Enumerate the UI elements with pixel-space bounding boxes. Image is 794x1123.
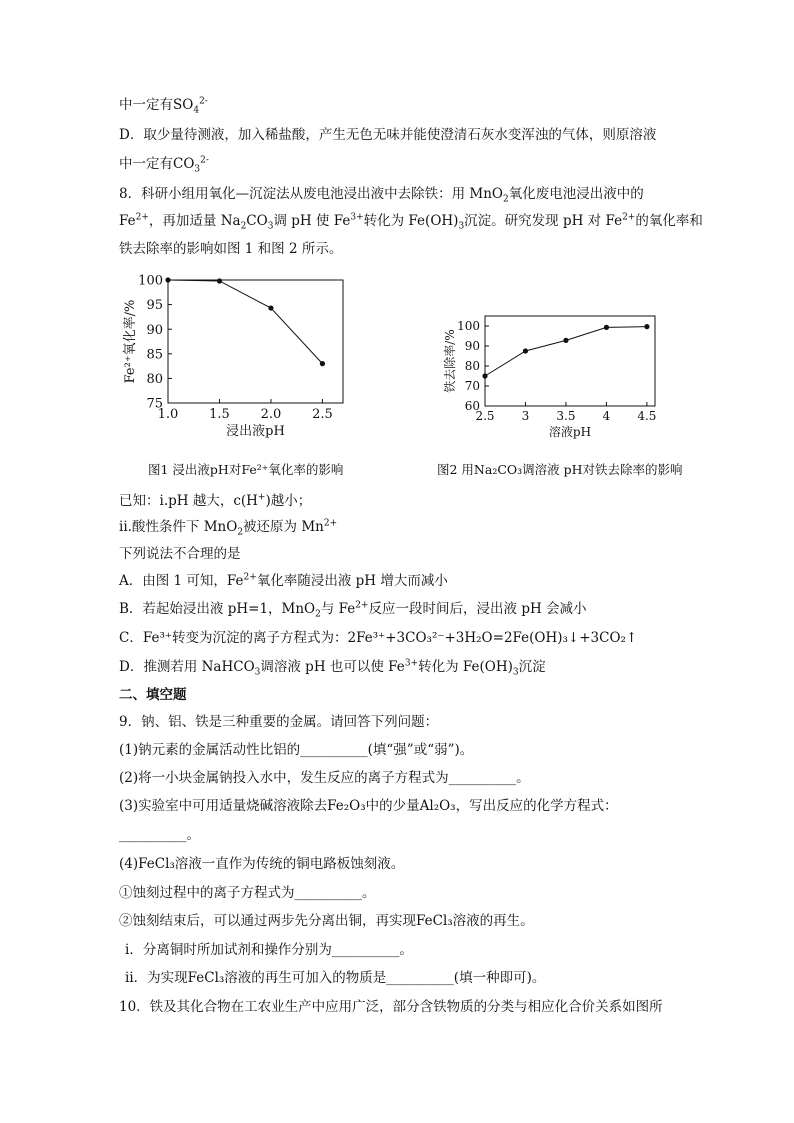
q9-part4: (4)FeCl₃溶液一直作为传统的铜电路板蚀刻液。 [119, 856, 405, 872]
y-tick-label: 70 [464, 379, 480, 394]
x-tick-label: 3.5 [556, 409, 576, 423]
q9-part3: (3)实验室中可用适量烧碱溶液除去Fe₂O₃中的少量Al₂O₃，写出反应的化学方程式： [119, 798, 618, 814]
q8-line3: 铁去除率的影响如图 1 和图 2 所示。 [119, 241, 343, 257]
q9-stem: 9．钠、铝、铁是三种重要的金属。请回答下列问题： [119, 714, 439, 730]
y-tick-label: 80 [146, 371, 163, 387]
data-point [644, 324, 649, 329]
x-tick-label: 2.5 [475, 409, 495, 423]
x-tick-label: 4.5 [637, 409, 657, 423]
x-tick-label: 2.0 [260, 407, 282, 422]
x-tick-label: 1.5 [209, 407, 230, 422]
data-point [217, 278, 222, 283]
data-point [482, 373, 487, 378]
figure-1-chart [110, 262, 360, 447]
q9-part4-1: ①蚀刻过程中的离子方程式为__________。 [119, 885, 376, 901]
data-point [523, 348, 528, 353]
prev-option-d-line1: D．取少量待测液，加入稀盐酸，产生无色无味并能使澄清石灰水变浑浊的气体，则原溶液 [119, 127, 657, 143]
q10-stem: 10．铁及其化合物在工农业生产中应用广泛，部分含铁物质的分类与相应化合价关系如图所 [119, 999, 663, 1015]
plot-frame [168, 280, 343, 403]
q8-line2: $Fe^{2+}$，再加适量 $Na_2CO_3$调 pH 使 $Fe^{3+}$转化为 $Fe(OH)_3$沉淀。研究发现 pH 对 $Fe^{2+}$的氧化率和 [119, 212, 703, 232]
figure-2-chart [420, 300, 680, 450]
y-tick-label: 95 [146, 298, 163, 314]
x-tick-label: 2.5 [312, 407, 333, 422]
x-axis-label: 浸出液pH [226, 424, 285, 439]
y-tick-label: 90 [146, 322, 163, 338]
prev-c-tail: 中一定有$SO_4^{2-}$ [119, 96, 208, 116]
q9-part4-i: ⅰ．分离铜时所加试剂和操作分别为__________。 [125, 942, 413, 958]
x-axis-label: 溶液pH [548, 425, 592, 439]
y-tick-label: 80 [464, 359, 480, 374]
data-point [604, 325, 609, 330]
q8-known-2: ii.酸性条件下 MnO$_2$被还原为 $Mn^{2+}$ [119, 518, 338, 538]
q9-part3-blank: __________。 [119, 827, 200, 843]
q9-part4-2: ②蚀刻结束后，可以通过两步先分离出铜，再实现FeCl₃溶液的再生。 [119, 913, 534, 929]
series-line [168, 280, 322, 364]
x-tick-label: 3 [521, 409, 530, 423]
y-axis-label: Fe²⁺氧化率/% [123, 299, 139, 384]
y-tick-label: 100 [457, 319, 480, 334]
plot-frame [485, 316, 655, 406]
figure-1-caption: 图1 浸出液pH对Fe²⁺氧化率的影响 [148, 462, 344, 477]
figure-2-caption: 图2 用Na₂CO₃调溶液 pH对铁去除率的影响 [437, 462, 683, 477]
data-point [268, 305, 273, 310]
prev-option-d-line2: 中一定有$CO_3^{2-}$ [119, 155, 209, 175]
x-tick-label: 4 [602, 409, 611, 423]
q9-part4-ii: ⅱ．为实现FeCl₃溶液的再生可加入的物质是__________(填一种即可)。 [125, 970, 546, 986]
q8-option-a: A．由图 1 可知，$Fe^{2+}$氧化率随浸出液 pH 增大而减小 [119, 572, 448, 589]
data-point [563, 338, 568, 343]
q8-option-b: B．若起始浸出液 pH=1，MnO$_2$与 $Fe^{2+}$反应一段时间后，浸出液 pH 会减小 [119, 600, 587, 620]
y-tick-label: 75 [146, 396, 163, 412]
y-tick-label: 90 [464, 339, 480, 354]
series-line [485, 327, 647, 376]
q8-option-d: D．推测若用 NaHCO$_3$调溶液 pH 也可以使 $Fe^{3+}$转化为 $Fe(OH)_3$沉淀 [119, 658, 546, 678]
section-heading: 二、填空题 [119, 687, 187, 703]
y-axis-label: 铁去除率/% [442, 329, 457, 393]
x-tick-label: 1.0 [157, 407, 179, 422]
q9-part1: (1)钠元素的金属活动性比铝的__________(填“强”或“弱”)。 [119, 742, 474, 758]
y-tick-label: 100 [138, 273, 163, 289]
data-point [320, 361, 325, 366]
q9-part2: (2)将一小块金属钠投入水中，发生反应的离子方程式为__________。 [119, 770, 530, 786]
y-tick-label: 85 [146, 347, 163, 363]
q8-line1: 8．科研小组用氧化—沉淀法从废电池浸出液中去除铁：用 MnO$_2$氧化废电池浸出液中的 [119, 186, 644, 205]
q8-known-1: 已知：i.pH 越大，c(H+)越小； [119, 492, 312, 509]
q8-stem: 下列说法不合理的是 [119, 546, 241, 562]
q8-option-c: C．Fe³⁺转变为沉淀的离子方程式为：2Fe³⁺+3CO₃²⁻+3H₂O=2Fe(OH)₃↓+3CO₂↑ [119, 630, 638, 646]
data-point [165, 277, 170, 282]
y-tick-label: 60 [464, 399, 480, 414]
